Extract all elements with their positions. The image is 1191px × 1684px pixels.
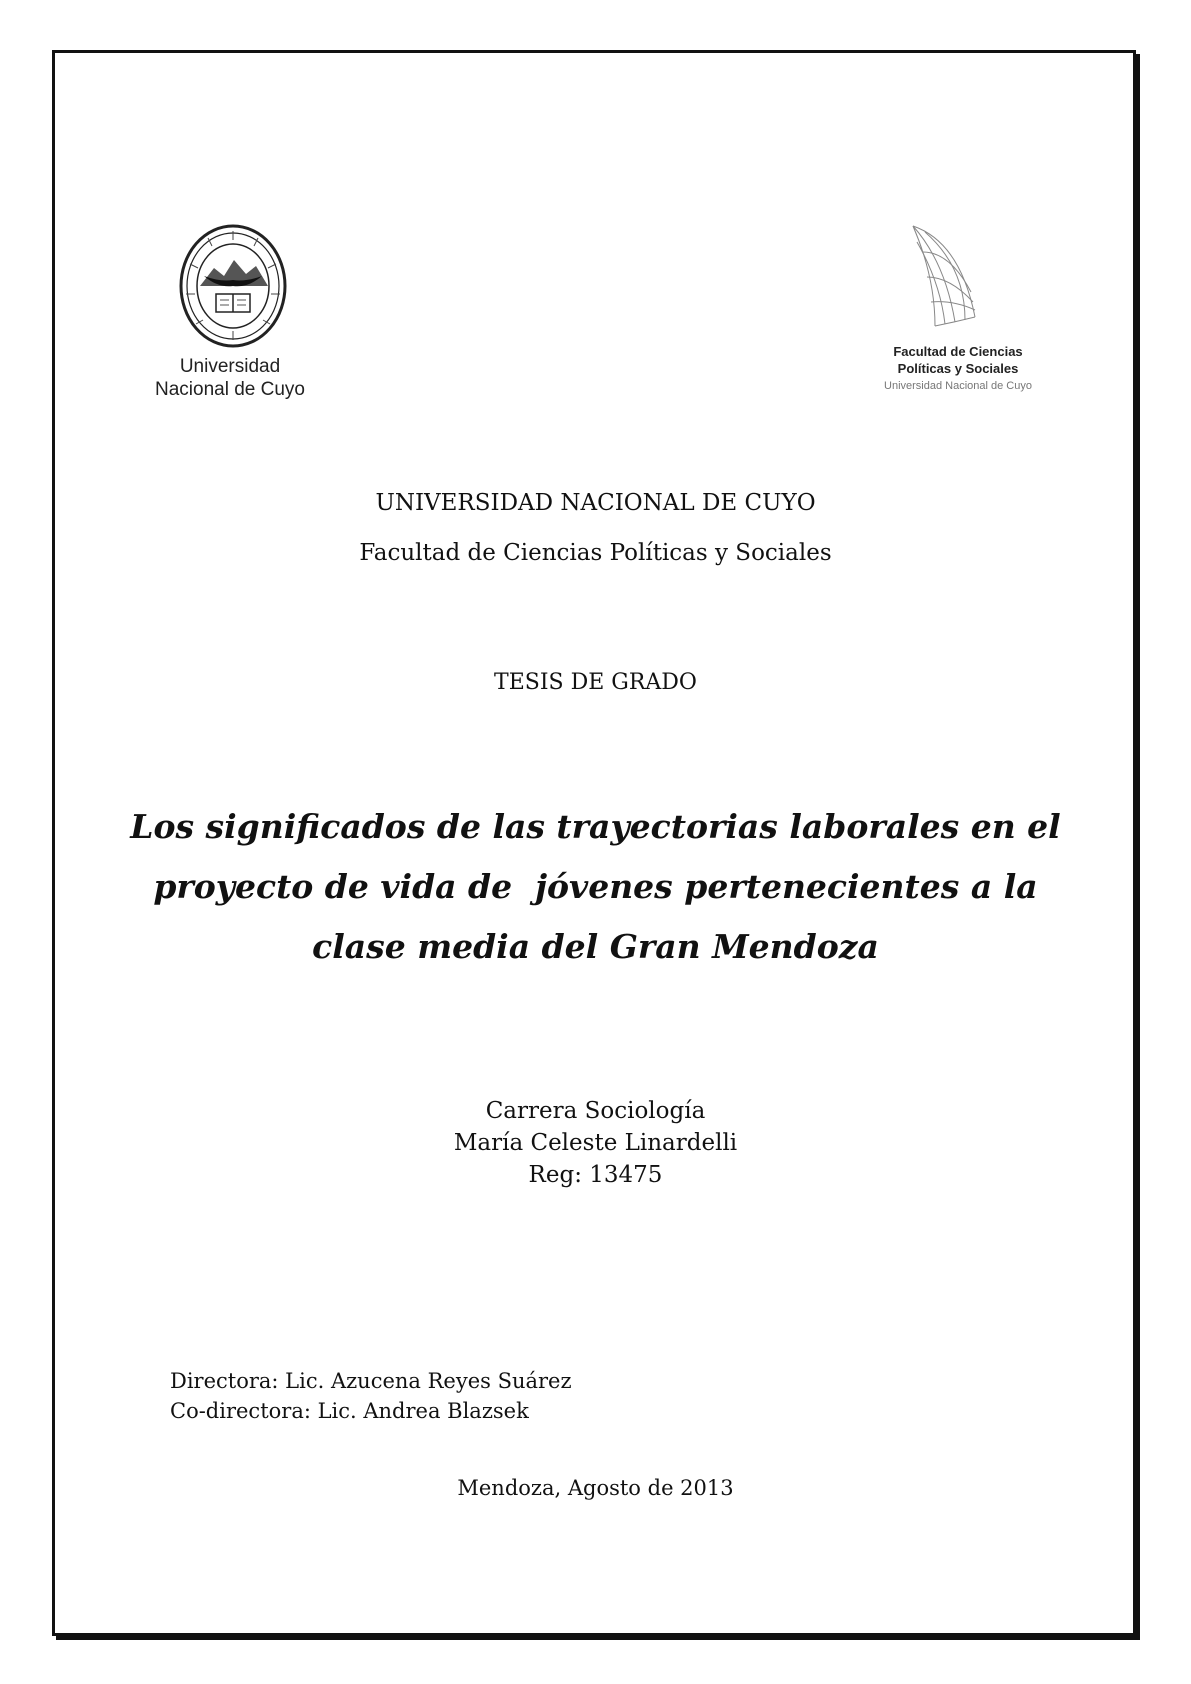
university-logo-label <box>150 355 310 401</box>
registration-number: Reg: 13475 <box>528 1162 663 1188</box>
directors-block <box>170 1366 572 1426</box>
thesis-title-line1: Los significados de las trayectorias laborales en el <box>130 807 1061 846</box>
university-name: UNIVERSIDAD NACIONAL DE CUYO <box>375 490 816 516</box>
thesis-title <box>0 797 1191 977</box>
faculty-logo-label-line1: Facultad de Ciencias <box>893 344 1023 359</box>
university-logo-label-line2: Nacional de Cuyo <box>155 379 305 400</box>
place-and-date: Mendoza, Agosto de 2013 <box>457 1476 734 1500</box>
thesis-title-line2: proyecto de vida de jóvenes pertenecientes a la <box>153 867 1038 906</box>
thesis-title-line3: clase media del Gran Mendoza <box>312 927 879 966</box>
document-type: TESIS DE GRADO <box>494 670 697 695</box>
co-director: Co-directora: Lic. Andrea Blazsek <box>170 1399 529 1423</box>
author-name: María Celeste Linardelli <box>453 1130 738 1156</box>
faculty-logo-label <box>858 343 1058 395</box>
university-seal-icon <box>178 224 288 349</box>
university-logo-label-line1: Universidad <box>179 356 281 377</box>
faculty-logo-label-line3: Universidad Nacional de Cuyo <box>884 380 1032 392</box>
author-block <box>0 1095 1191 1191</box>
faculty-logo-label-line2: Políticas y Sociales <box>897 361 1019 376</box>
faculty-name: Facultad de Ciencias Políticas y Sociales <box>359 540 832 566</box>
career: Carrera Sociología <box>485 1098 706 1124</box>
director: Directora: Lic. Azucena Reyes Suárez <box>170 1369 572 1393</box>
sail-logo-icon <box>905 222 995 332</box>
